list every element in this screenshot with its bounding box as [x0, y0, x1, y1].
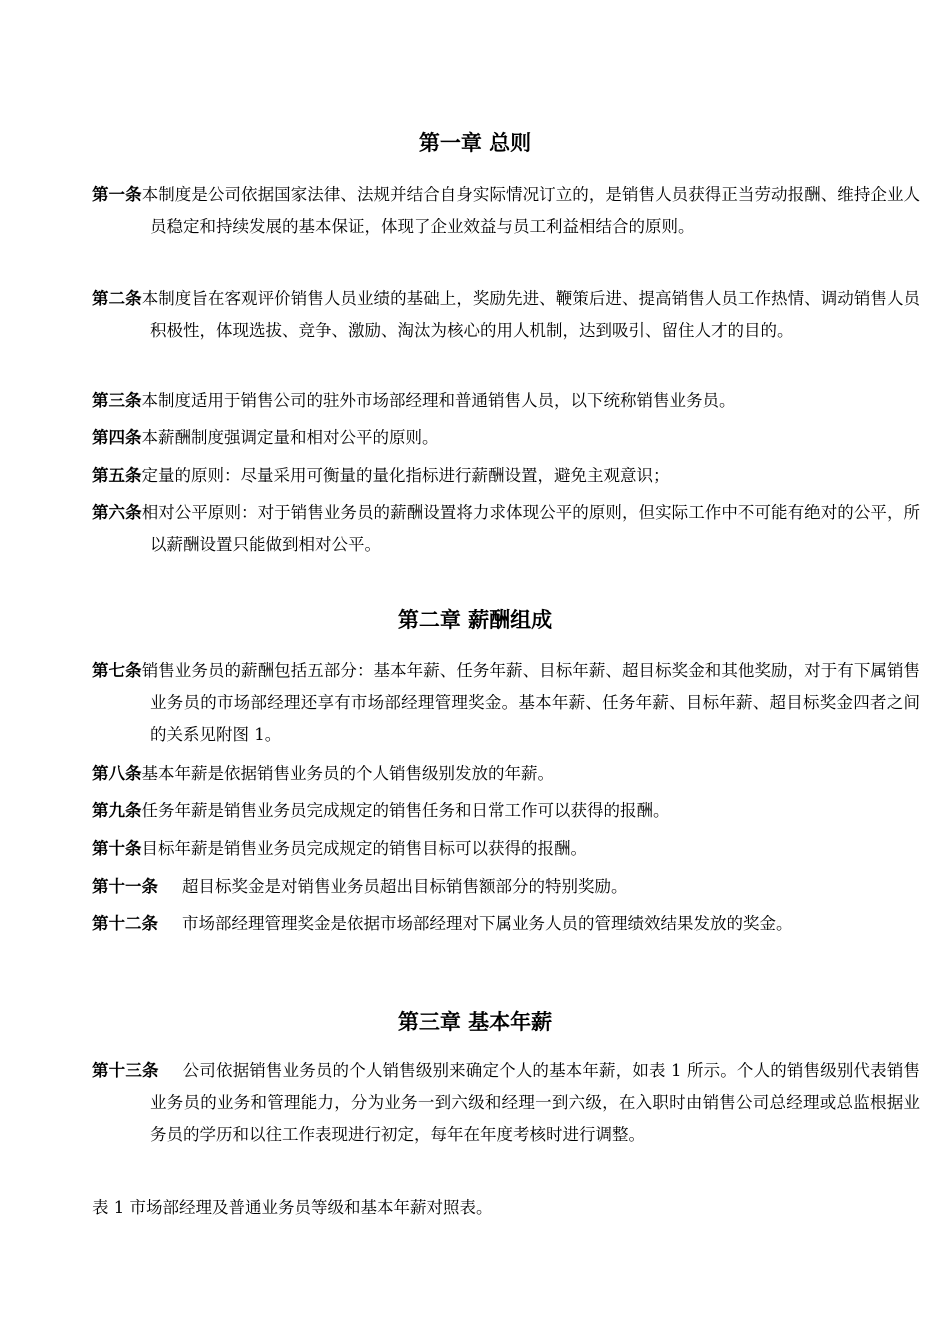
article-number: 第三条 — [92, 391, 142, 410]
article-text: 定量的原则：尽量采用可衡量的量化指标进行薪酬设置，避免主观意识； — [141, 466, 670, 485]
article-number: 第四条 — [92, 428, 142, 447]
article-text: 本制度是公司依据国家法律、法规并结合自身实际情况订立的，是销售人员获得正当劳动报酬、维持企业人员稳定和持续发展的基本保证，体现了企业效益与员工利益相结合的原则。 — [141, 185, 921, 236]
article-text: 本制度旨在客观评价销售人员业绩的基础上，奖励先进、鞭策后进、提高销售人员工作热情、调动销售人员积极性，体现选拔、竞争、激励、淘汰为核心的用人机制，达到吸引、留住人才的目的。 — [141, 289, 921, 340]
article-number: 第十二条 — [92, 914, 158, 933]
article-8 — [92, 758, 920, 790]
article-number: 第六条 — [92, 503, 142, 522]
article-text: 销售业务员的薪酬包括五部分：基本年薪、任务年薪、目标年薪、超目标奖金和其他奖励，对于有下属销售业务员的市场部经理还享有市场部经理管理奖金。基本年薪、任务年薪、目标年薪、超目标奖金四者之间的关系见附图 1。 — [141, 661, 921, 744]
article-text: 相对公平原则：对于销售业务员的薪酬设置将力求体现公平的原则，但实际工作中不可能有绝对的公平，所以薪酬设置只能做到相对公平。 — [141, 503, 921, 554]
article-7 — [92, 655, 920, 751]
article-number: 第八条 — [92, 764, 142, 783]
article-9 — [92, 795, 920, 827]
article-5 — [92, 460, 920, 492]
article-11 — [92, 871, 920, 903]
chapter-2-title: 第二章 薪酬组成 — [397, 608, 553, 632]
article-number: 第十条 — [92, 839, 142, 858]
article-12 — [92, 908, 920, 940]
article-text: 市场部经理管理奖金是依据市场部经理对下属业务人员的管理绩效结果发放的奖金。 — [182, 914, 793, 933]
article-text: 本薪酬制度强调定量和相对公平的原则。 — [141, 428, 439, 447]
article-number: 第二条 — [92, 289, 142, 308]
article-number: 第九条 — [92, 801, 142, 820]
article-number: 第五条 — [92, 466, 142, 485]
article-text: 目标年薪是销售业务员完成规定的销售目标可以获得的报酬。 — [141, 839, 587, 858]
article-number: 第十三条 — [92, 1061, 159, 1080]
article-13 — [92, 1055, 920, 1151]
article-number: 第七条 — [92, 661, 142, 680]
article-4 — [92, 422, 920, 454]
article-text: 任务年薪是销售业务员完成规定的销售任务和日常工作可以获得的报酬。 — [141, 801, 670, 820]
article-number: 第十一条 — [92, 877, 158, 896]
chapter-3-title: 第三章 基本年薪 — [397, 1010, 553, 1034]
article-1 — [92, 179, 920, 243]
article-10 — [92, 833, 920, 865]
article-number: 第一条 — [92, 185, 142, 204]
article-text: 本制度适用于销售公司的驻外市场部经理和普通销售人员，以下统称销售业务员。 — [141, 391, 736, 410]
chapter-1-title: 第一章 总则 — [418, 131, 532, 155]
article-text: 基本年薪是依据销售业务员的个人销售级别发放的年薪。 — [141, 764, 554, 783]
article-6 — [92, 497, 920, 561]
table-caption: 表 1 市场部经理及普通业务员等级和基本年薪对照表。 — [92, 1198, 493, 1217]
article-3 — [92, 385, 920, 417]
article-text: 公司依据销售业务员的个人销售级别来确定个人的基本年薪，如表 1 所示。个人的销售级别代表销售业务员的业务和管理能力，分为业务一到六级和经理一到六级，在入职时由销售公司总经理或总监根据业务员的学历和以往工作表现进行初定，每年在年度考核时进行调整。 — [150, 1061, 920, 1144]
article-text: 超目标奖金是对销售业务员超出目标销售额部分的特别奖励。 — [182, 877, 628, 896]
article-2 — [92, 283, 920, 347]
